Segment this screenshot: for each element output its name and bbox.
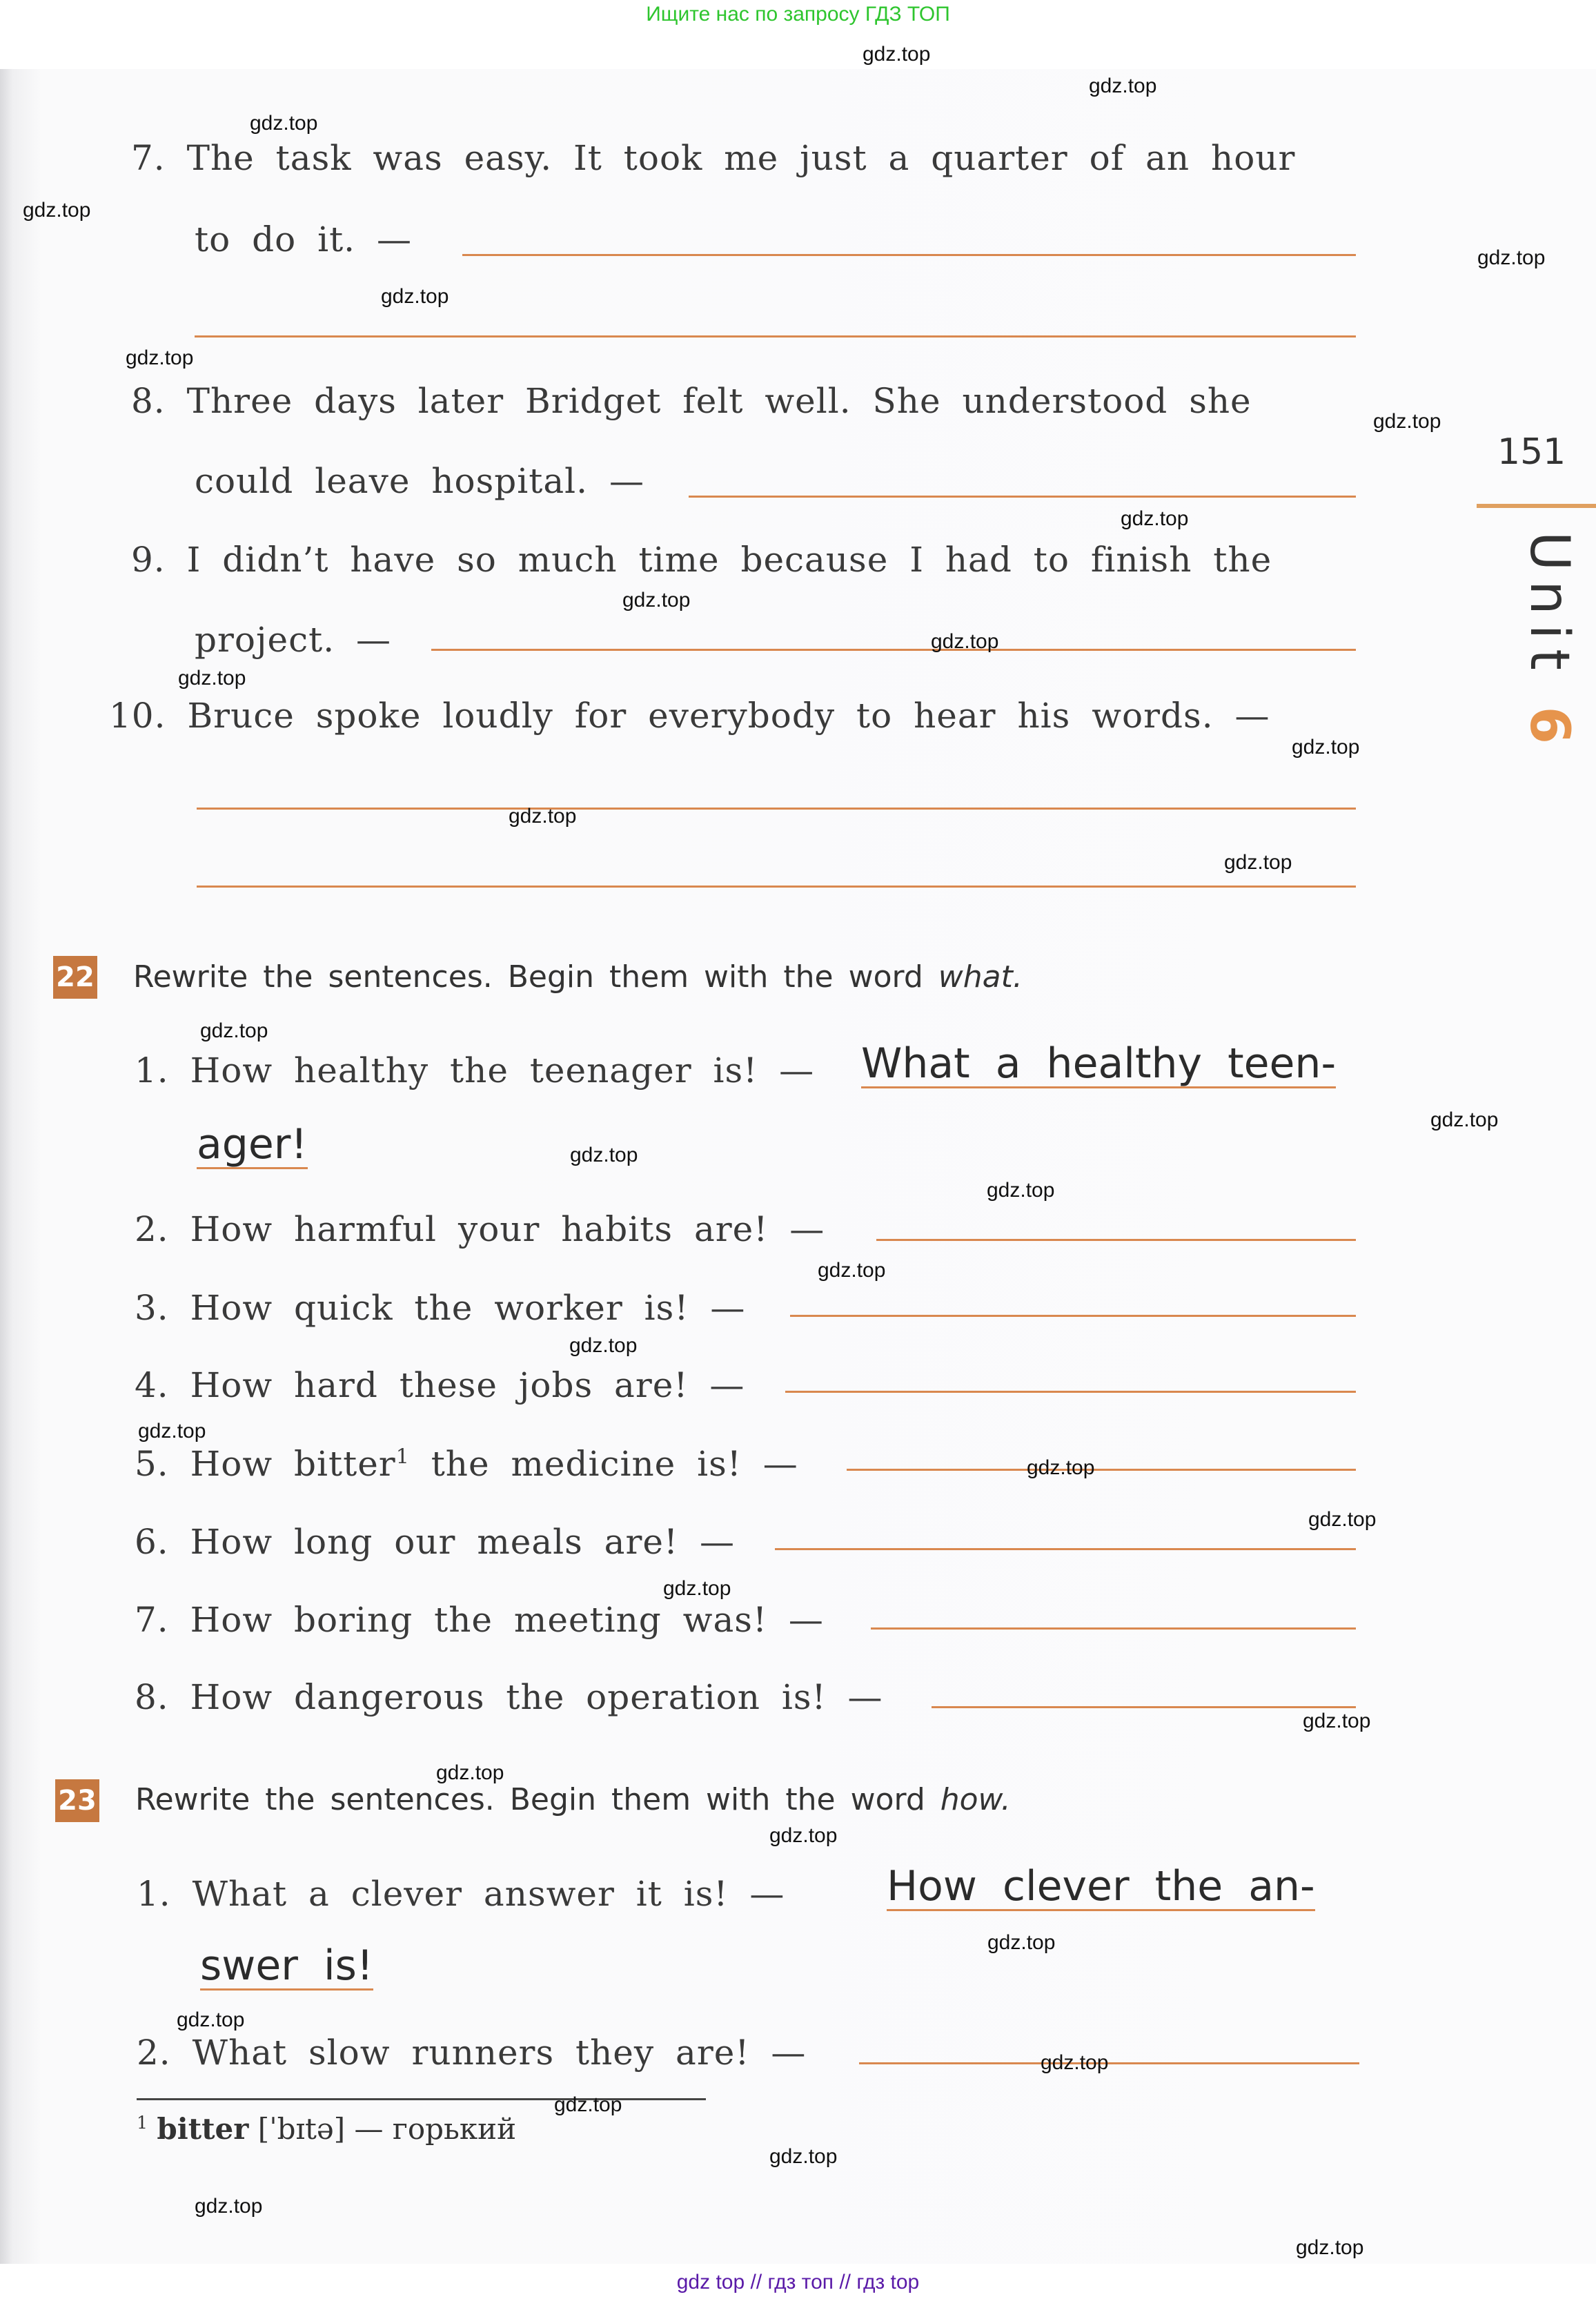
ex22-item-8: 8. How dangerous the operation is! — [135,1677,883,1717]
item-7-line-2: to do it. — [195,219,412,260]
answer-line-9[interactable] [431,649,1356,651]
watermark: gdz.top [1041,2051,1109,2074]
item-9-line-1: 9. I didn’t have so much time because I had to finish the [131,540,1272,580]
answer-line-7[interactable] [462,254,1356,256]
item-10-line-1: 10. Bruce spoke loudly for everybody to hear his words. — [109,696,1270,736]
ex23-answer-1-line-1[interactable]: How clever the an- [887,1862,1315,1910]
watermark: gdz.top [138,1420,206,1442]
unit-label: Unit [1518,531,1580,680]
watermark: gdz.top [250,112,318,135]
footnote: $^1$ bitter [ˈbɪtə] — горький [137,2112,517,2146]
watermark: gdz.top [769,2145,838,2168]
watermark: gdz.top [931,630,999,653]
ex22-item-7: 7. How boring the meeting was! — [135,1600,824,1640]
ex23-answer-line-2[interactable] [859,2062,1359,2064]
item-8-line-2: could leave hospital. — [195,461,644,501]
ex22-answer-line-7[interactable] [871,1627,1356,1630]
item-9-line-2: project. — [195,620,391,660]
watermark: gdz.top [622,589,691,612]
answer-line-10b[interactable] [197,886,1356,888]
ex22-answer-line-5[interactable] [847,1469,1356,1471]
bottom-banner[interactable]: gdz top // гдз топ // гдз top [676,2271,920,2294]
watermark: gdz.top [1027,1456,1095,1479]
page-number: 151 [1497,431,1566,473]
ex22-answer-line-3[interactable] [790,1315,1356,1317]
watermark: gdz.top [200,1019,268,1042]
watermark: gdz.top [1477,246,1546,269]
ex23-answer-1-line-2[interactable]: swer is! [200,1942,373,1990]
watermark: gdz.top [570,1144,638,1166]
watermark: gdz.top [436,1761,504,1784]
ex22-item-6: 6. How long our meals are! — [135,1522,735,1562]
watermark: gdz.top [195,2195,263,2218]
answer-line-7b[interactable] [195,335,1356,338]
unit-number: 6 [1518,706,1580,754]
watermark: gdz.top [1089,75,1157,97]
answer-line-8[interactable] [689,496,1356,498]
watermark: gdz.top [863,43,931,66]
watermark: gdz.top [1292,736,1360,759]
watermark: gdz.top [818,1259,886,1282]
ex22-answer-1-line-1[interactable]: What a healthy teen- [861,1039,1337,1088]
item-8-line-1: 8. Three days later Bridget felt well. She understood she [131,381,1252,421]
watermark: gdz.top [1303,1710,1371,1732]
watermark: gdz.top [1296,2236,1364,2259]
watermark: gdz.top [177,2008,245,2031]
ex22-answer-1-line-2[interactable]: ager! [197,1120,308,1168]
watermark: gdz.top [23,199,91,222]
watermark: gdz.top [1224,851,1292,874]
footnote-ref[interactable]: 1 [395,1445,410,1469]
ex22-item-5: 5. How bitter$^1$ the medicine is! — [135,1444,798,1484]
ex22-item-4: 4. How hard these jobs are! — [135,1365,745,1405]
watermark: gdz.top [1308,1508,1377,1531]
ex23-item-1: 1. What a clever answer it is! — [137,1874,785,1914]
ex22-item-2: 2. How harmful your habits are! — [135,1209,825,1249]
ex23-item-2: 2. What slow runners they are! — [137,2033,807,2073]
watermark: gdz.top [663,1577,731,1600]
ex22-answer-line-6[interactable] [775,1548,1356,1550]
answer-line-10a[interactable] [197,808,1356,810]
exercise-23-badge: 23 [55,1779,99,1822]
ex22-answer-line-4[interactable] [785,1391,1356,1393]
watermark: gdz.top [1373,410,1441,433]
watermark: gdz.top [1430,1108,1499,1131]
exercise-22-badge: 22 [53,956,97,999]
watermark: gdz.top [569,1334,638,1357]
ex22-item-1: 1. How healthy the teenager is! — [135,1050,815,1091]
watermark: gdz.top [554,2093,622,2116]
ex22-answer-line-2[interactable] [876,1239,1356,1241]
top-banner[interactable]: Ищите нас по запросу ГДЗ ТОП [646,3,950,26]
ex22-item-3: 3. How quick the worker is! — [135,1288,746,1328]
watermark: gdz.top [1121,507,1189,530]
watermark: gdz.top [509,805,577,828]
watermark: gdz.top [769,1824,838,1847]
ex22-answer-line-8[interactable] [932,1706,1356,1708]
unit-divider [1477,504,1596,508]
unit-tab [1518,531,1580,754]
watermark: gdz.top [987,1179,1055,1202]
watermark: gdz.top [381,285,449,308]
watermark: gdz.top [126,346,194,369]
watermark: gdz.top [178,667,246,690]
exercise-22-instruction: Rewrite the sentences. Begin them with the word what. [133,959,1023,995]
item-7-line-1: 7. The task was easy. It took me just a quarter of an hour [131,138,1296,178]
watermark: gdz.top [987,1931,1056,1954]
exercise-23-instruction: Rewrite the sentences. Begin them with the word how. [135,1782,1011,1817]
